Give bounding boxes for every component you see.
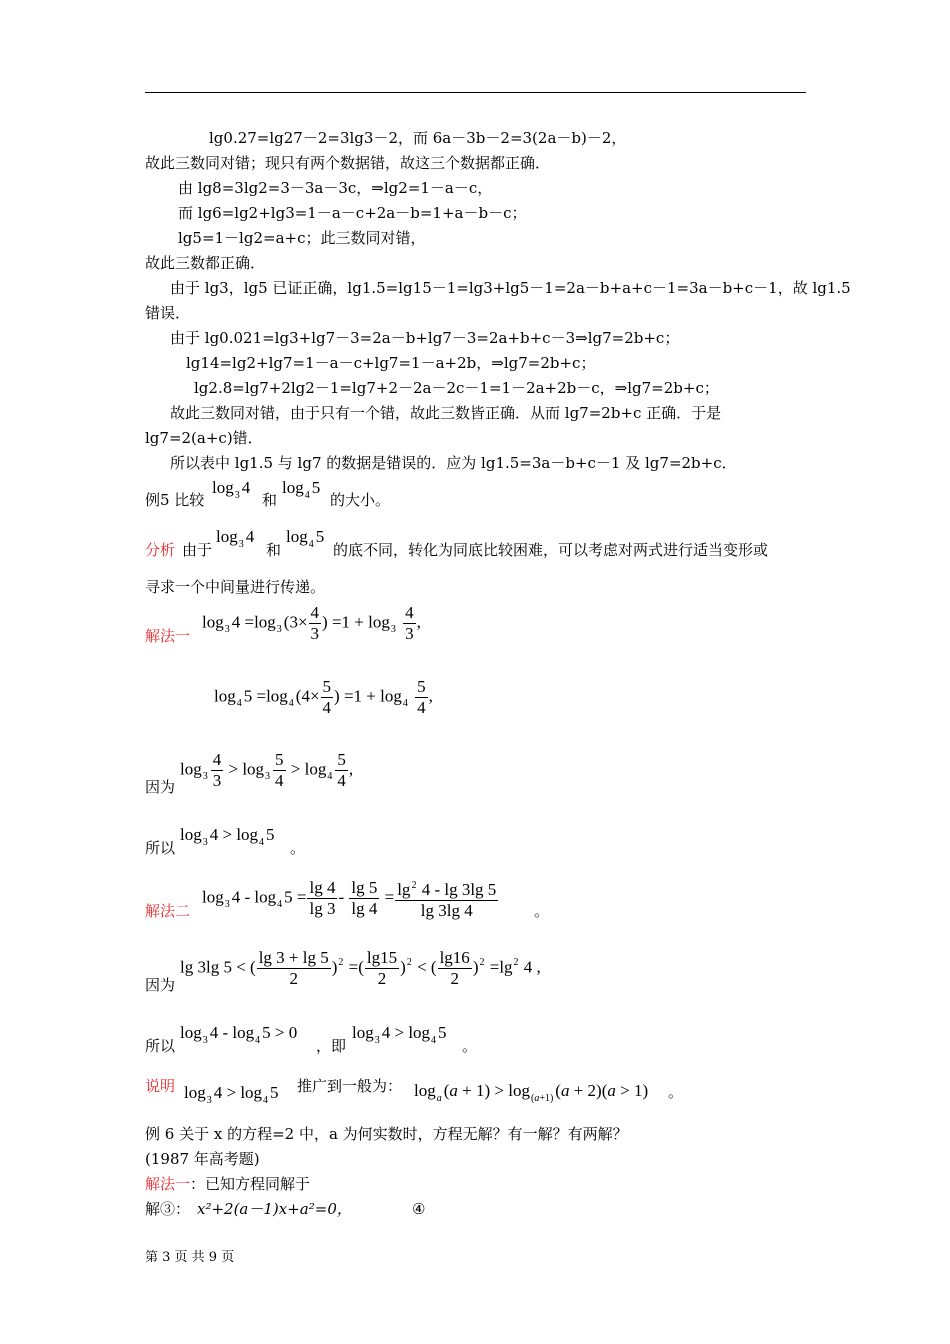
example6-line1: 例 6 关于 x 的方程=2 中，a 为何实数时，方程无解？有一解？有两解？ [145, 1125, 628, 1143]
example5-and: 和 [262, 491, 278, 509]
method2-label: 解法二 [145, 902, 191, 920]
analysis-label: 分析 [145, 541, 176, 559]
method2-end: 。 [534, 902, 550, 920]
math-method1-eq2: $\log_4 5 =\log_4$ (4× $\frac{5}{4}$ ) $=1 + \log_4$ $\frac{5}{4}$ , [214, 677, 433, 717]
math-note-general: $\log_a (a + 1) > \log_{(a+1)} (a + 2)(a > 1)$ [414, 1081, 649, 1104]
math-log3-4: $\log_3 4$ [212, 478, 251, 501]
math-method2-eq: $\log_3 4 - \log_4 5$ = $\frac{\lg 4}{\lg 3}$ - $\frac{\lg 5}{\lg 4}$ = $\frac{\lg^2 4 - \lg 3\lg 5}{\lg 3\lg 4}$ [202, 878, 497, 920]
math-note-lhs: $\log_3 4 > \log_4 5$ [184, 1083, 279, 1106]
text-line: 错误． [145, 304, 191, 322]
math-method1-eq1: $\log_3 4 =\log_3$ (3× $\frac{4}{3}$ ) $=1 + \log_3$ $\frac{4}{3}$ , [202, 603, 421, 643]
method2-end: 。 [462, 1037, 478, 1055]
text-line: 由 lg8=3lg2=3－3a－3c，⇒lg2=1－a－c， [178, 179, 493, 197]
example6-method1-label: 解法一 [145, 1175, 191, 1193]
method1-label: 解法一 [145, 627, 191, 645]
math-log3-4: $\log_3 4$ [216, 527, 255, 550]
example5-suffix: 的大小。 [330, 491, 391, 509]
math-method1-result: $\log_3 4 > \log_4 5$ [180, 825, 275, 848]
text-line: lg2.8=lg7+2lg2－1=lg7+2－2a－2c－1=1－2a+2b－c，⇒lg7=2b+c； [194, 379, 719, 397]
text-line: lg14=lg2+lg7=1－a－c+lg7=1－a+2b，⇒lg7=2b+c； [186, 354, 596, 372]
method2-so: 所以 [145, 1037, 176, 1055]
note-text: 推广到一般为： [297, 1077, 403, 1095]
text-line: 而 lg6=lg2+lg3=1－a－c+2a－b=1+a－b－c； [178, 204, 527, 222]
example6-solution-label: 解③： [145, 1200, 191, 1218]
example6-equation-number: ④ [412, 1200, 426, 1218]
text-line: 由于 lg3，lg5 已证正确，lg1.5=lg15－1=lg3+lg5－1=2a－b+a+c－1=3a－b+c－1，故 lg1.5 [170, 279, 851, 297]
math-method2-ineq: lg 3lg 5 < ( $\frac{\lg 3 + \lg 5}{2}$ )$^2$ =( $\frac{\lg 15}{2}$ )$^2$ < ( $\frac{\lg 16}{2}$ )$^2 =\lg^2$ 4 , [180, 948, 541, 988]
page-footer: 第 3 页 共 9 页 [145, 1250, 235, 1265]
example6-method1-text: ：已知方程同解于 [190, 1175, 311, 1193]
method1-end: 。 [290, 839, 306, 857]
text-line: 故此三数同对错，由于只有一个错，故此三数皆正确．从而 lg7=2b+c 正确．于是 [170, 404, 722, 422]
analysis-pre: 由于 [182, 541, 213, 559]
text-line: 故此三数都正确． [145, 254, 266, 272]
method2-because: 因为 [145, 976, 176, 994]
method1-because: 因为 [145, 778, 176, 796]
analysis-text2: 寻求一个中间量进行传递。 [145, 578, 326, 596]
example6-line2: (1987 年高考题) [145, 1150, 260, 1168]
note-label: 说明 [145, 1077, 176, 1095]
text-line: lg7=2(a+c)错． [145, 429, 263, 447]
math-log4-5: $\log_4 5$ [286, 527, 325, 550]
text-line: 故此三数同对错；现只有两个数据错，故这三个数据都正确． [145, 154, 551, 172]
analysis-and: 和 [266, 541, 282, 559]
example6-equation: x²+2(a－1)x+a²=0， [197, 1200, 352, 1218]
analysis-text: 的底不同，转化为同底比较困难，可以考虑对两式进行适当变形或 [333, 541, 769, 559]
note-end: 。 [668, 1083, 684, 1101]
text-line: lg0.27=lg27－2=3lg3－2，而 6a－3b－2=3(2a－b)－2， [209, 129, 627, 147]
text-line: 由于 lg0.021=lg3+lg7－3=2a－b+lg7－3=2a+b+c－3⇒lg7=2b+c； [170, 329, 680, 347]
math-method1-ineq: $\log_3$ $\frac{4}{3}$ > $\log_3$ $\frac{5}{4}$ > $\log_4$ $\frac{5}{4}$ , [180, 750, 354, 790]
text-line: 所以表中 lg1.5 与 lg7 的数据是错误的．应为 lg1.5=3a－b+c－1 及 lg7=2b+c． [170, 454, 737, 472]
math-method2-result: $\log_3 4 > \log_4 5$ [352, 1023, 447, 1046]
method1-so: 所以 [145, 839, 176, 857]
header-rule [145, 92, 806, 93]
example5-prefix: 例5 比较 [145, 491, 205, 509]
math-log4-5: $\log_4 5$ [282, 478, 321, 501]
method2-ie: ，即 [316, 1037, 347, 1055]
math-method2-diff: $\log_3 4 - \log_4 5 > 0$ [180, 1023, 298, 1046]
text-line: lg5=1－lg2=a+c；此三数同对错， [178, 229, 426, 247]
